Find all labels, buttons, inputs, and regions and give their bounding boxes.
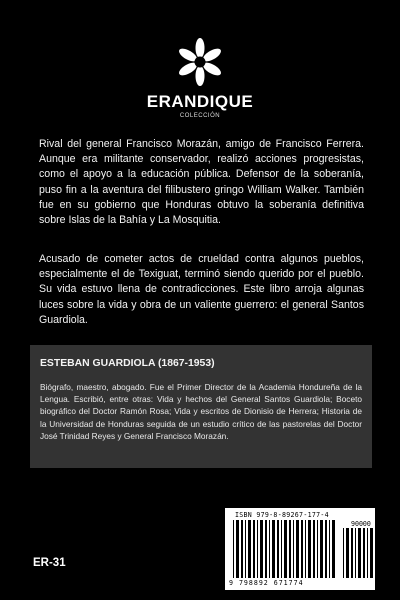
publisher-name: ERANDIQUE bbox=[146, 92, 254, 111]
price-code: 90000 bbox=[351, 520, 371, 528]
barcode-bar bbox=[260, 520, 263, 578]
barcode-bar bbox=[363, 528, 365, 578]
barcode-bar bbox=[293, 520, 294, 578]
barcode-bar bbox=[253, 520, 255, 578]
collection-code: ER-31 bbox=[33, 557, 66, 569]
barcode-bar bbox=[301, 520, 303, 578]
barcode-bar bbox=[351, 528, 353, 578]
barcode-bar bbox=[269, 520, 270, 578]
barcode-bar bbox=[358, 528, 361, 578]
barcode-bar bbox=[241, 520, 243, 578]
publisher-logo bbox=[0, 38, 400, 119]
barcode-bar bbox=[277, 520, 279, 578]
barcode-bar bbox=[346, 528, 349, 578]
barcode-bar bbox=[236, 520, 239, 578]
barcode bbox=[225, 508, 375, 590]
barcode-bar bbox=[313, 520, 315, 578]
barcode-bar bbox=[332, 520, 335, 578]
barcode-bar bbox=[308, 520, 311, 578]
isbn-label: ISBN 979-8-89267-177-4 bbox=[235, 511, 329, 519]
barcode-bar bbox=[265, 520, 267, 578]
barcode-bar bbox=[329, 520, 330, 578]
blurb-paragraph-1: Rival del general Francisco Morazán, amigo de Francisco Ferrera. Aunque era militante conservador, realizó acciones progresistas, como el apoyo a la educación pública. Defensor de la soberanía, puso fin a la aventura del filibustero gringo William Walker. También fue en su gobierno que Honduras obtuvo la soberanía definitiva sobre Islas de la Bahía y La Mosquitia. bbox=[39, 138, 364, 227]
author-bio-title: ESTEBAN GUARDIOLA (1867-1953) bbox=[40, 358, 215, 369]
blurb-paragraph-2: Acusado de cometer actos de crueldad contra algunos pueblos, especialmente el de Texiguat, terminó siendo querido por el pueblo. Su vida estuvo llena de contradicciones. Este libro arroja algunas luces sobre la vida y obra de un valiente guerrero: el general Santos Guardiola. bbox=[39, 253, 364, 326]
barcode-bar bbox=[317, 520, 318, 578]
barcode-bar bbox=[343, 528, 344, 578]
barcode-bar bbox=[296, 520, 299, 578]
barcode-bar bbox=[320, 520, 323, 578]
barcode-bar bbox=[257, 520, 258, 578]
ean-digits: 9 798892 671774 bbox=[229, 579, 304, 587]
barcode-bar bbox=[305, 520, 306, 578]
barcode-bar bbox=[245, 520, 246, 578]
barcode-bar bbox=[325, 520, 327, 578]
barcode-bars bbox=[233, 520, 337, 578]
barcode-addon-bars bbox=[343, 528, 373, 578]
barcode-bar bbox=[289, 520, 291, 578]
barcode-bar bbox=[272, 520, 275, 578]
barcode-bar bbox=[367, 528, 368, 578]
barcode-bar bbox=[370, 528, 373, 578]
barcode-bar bbox=[248, 520, 251, 578]
barcode-bar bbox=[233, 520, 234, 578]
flower-icon bbox=[179, 38, 221, 86]
barcode-bar bbox=[284, 520, 287, 578]
barcode-bar bbox=[355, 528, 356, 578]
author-bio-text: Biógrafo, maestro, abogado. Fue el Primer Director de la Academia Hondureña de la Lengua. Escribió, entre otras: Vida y hechos del General Santos Guardiola; Boceto biográfico del Doctor Ramón Rosa; Vida y escritos de Dionisio de Herrera; Historia de la Universidad de Honduras seguida de un estudio crítico de las pastorelas del Doctor José Trinidad Reyes y General Francisco Morazán. bbox=[40, 382, 362, 441]
barcode-bar bbox=[281, 520, 282, 578]
publisher-subtitle: COLECCIÓN bbox=[179, 113, 221, 119]
author-bio-box bbox=[30, 345, 372, 468]
